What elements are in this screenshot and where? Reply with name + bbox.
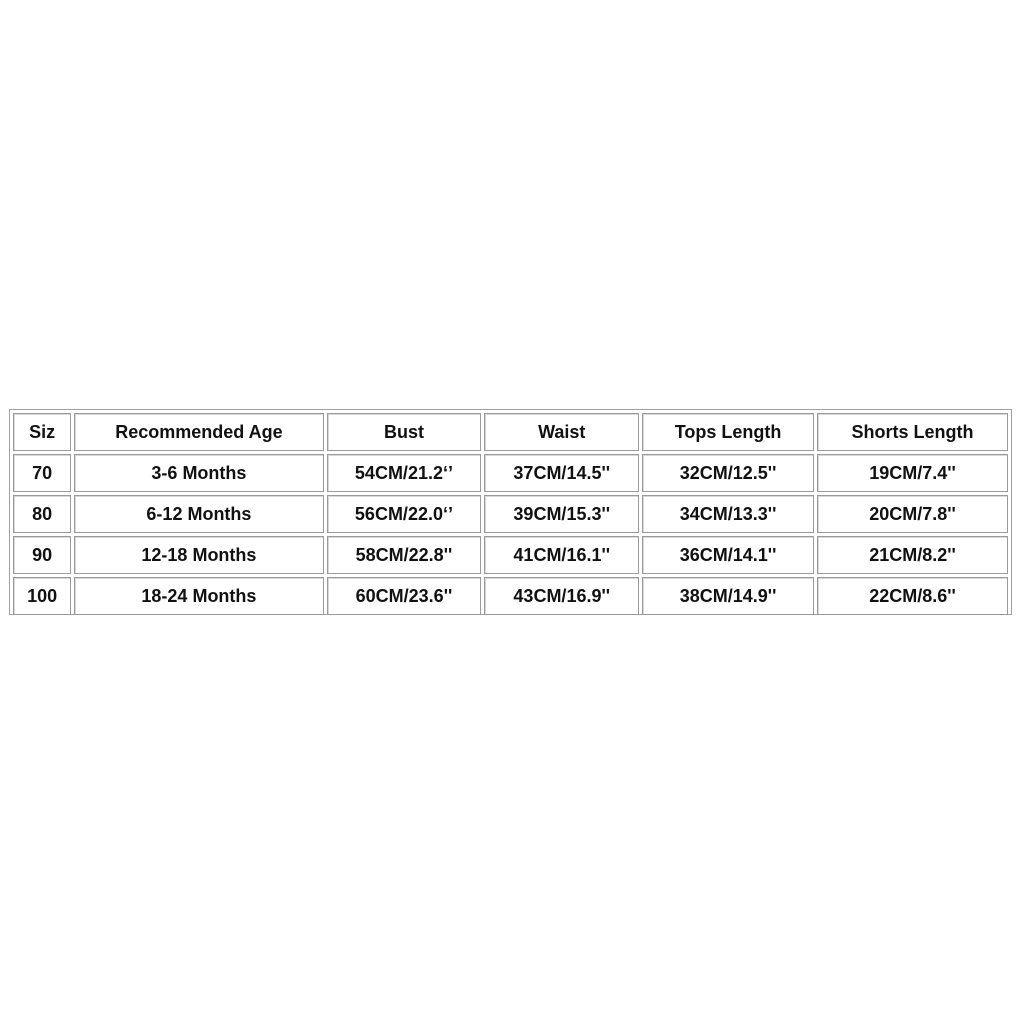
cell-shorts-length: 19CM/7.4'' — [817, 454, 1008, 492]
table-header-row — [13, 413, 1008, 451]
cell-bust: 56CM/22.0‘’ — [327, 495, 482, 533]
header-shorts-length: Shorts Length — [817, 413, 1008, 451]
cell-size: 100 — [13, 577, 71, 615]
size-table — [10, 410, 1011, 618]
header-size: Siz — [13, 413, 71, 451]
table-row — [13, 577, 1008, 615]
size-chart — [9, 409, 1012, 615]
cell-recommended-age: 6-12 Months — [74, 495, 323, 533]
cell-size: 90 — [13, 536, 71, 574]
cell-bust: 58CM/22.8'' — [327, 536, 482, 574]
cell-recommended-age: 3-6 Months — [74, 454, 323, 492]
cell-size: 70 — [13, 454, 71, 492]
header-recommended-age: Recommended Age — [74, 413, 323, 451]
cell-tops-length: 38CM/14.9'' — [642, 577, 814, 615]
table-row — [13, 495, 1008, 533]
cell-tops-length: 36CM/14.1'' — [642, 536, 814, 574]
cell-shorts-length: 21CM/8.2'' — [817, 536, 1008, 574]
cell-shorts-length: 22CM/8.6'' — [817, 577, 1008, 615]
header-bust: Bust — [327, 413, 482, 451]
cell-waist: 37CM/14.5'' — [484, 454, 639, 492]
cell-recommended-age: 12-18 Months — [74, 536, 323, 574]
cell-shorts-length: 20CM/7.8'' — [817, 495, 1008, 533]
cell-waist: 41CM/16.1'' — [484, 536, 639, 574]
table-row — [13, 536, 1008, 574]
cell-size: 80 — [13, 495, 71, 533]
cell-tops-length: 32CM/12.5'' — [642, 454, 814, 492]
cell-tops-length: 34CM/13.3'' — [642, 495, 814, 533]
cell-recommended-age: 18-24 Months — [74, 577, 323, 615]
cell-waist: 43CM/16.9'' — [484, 577, 639, 615]
header-tops-length: Tops Length — [642, 413, 814, 451]
table-row — [13, 454, 1008, 492]
cell-bust: 54CM/21.2‘’ — [327, 454, 482, 492]
cell-waist: 39CM/15.3'' — [484, 495, 639, 533]
cell-bust: 60CM/23.6'' — [327, 577, 482, 615]
header-waist: Waist — [484, 413, 639, 451]
